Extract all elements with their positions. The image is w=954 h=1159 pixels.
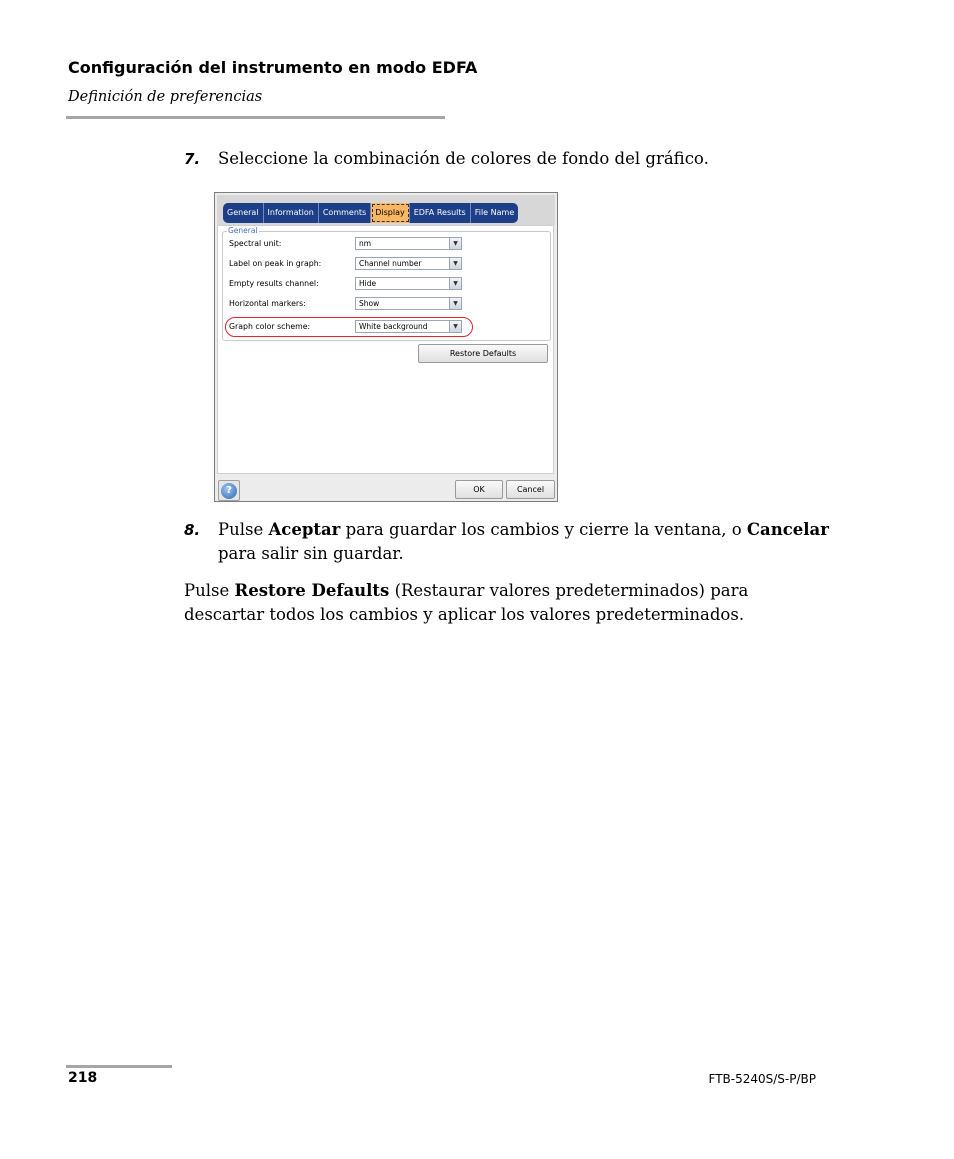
tab-edfa-results[interactable]: EDFA Results: [410, 203, 471, 223]
note-paragraph: [184, 579, 748, 627]
tab-bar: [217, 195, 555, 225]
label-on-peak-label: Label on peak in graph:: [229, 259, 322, 268]
step-7-text: Seleccione la combinación de colores de fondo del gráfico.: [218, 149, 709, 168]
tab-display[interactable]: Display: [371, 203, 410, 223]
empty-results-select[interactable]: [355, 277, 462, 290]
step-8-number: 8.: [184, 521, 201, 539]
note-post-1: (Restaurar valores predeterminados) para: [389, 581, 749, 600]
step-8-text: [218, 518, 829, 566]
label-on-peak-select[interactable]: [355, 257, 462, 270]
label-on-peak-value: Channel number: [359, 259, 422, 268]
tab-information[interactable]: Information: [264, 203, 319, 223]
spectral-unit-value: nm: [359, 239, 372, 248]
step-8-mid: para guardar los cambios y cierre la ventana, o: [340, 520, 747, 539]
restore-defaults-term: Restore Defaults: [234, 581, 390, 600]
tab-strip: [223, 203, 518, 223]
tab-comments[interactable]: Comments: [319, 203, 371, 223]
tab-file-name[interactable]: File Name: [474, 208, 515, 217]
horizontal-markers-value: Show: [359, 299, 380, 308]
accept-term: Aceptar: [268, 520, 341, 539]
tab-general[interactable]: General: [223, 203, 264, 223]
note-pre: Pulse: [184, 581, 235, 600]
display-panel: [217, 225, 554, 474]
product-name: FTB-5240S/S-P/BP: [708, 1072, 816, 1086]
section-title: Configuración del instrumento en modo EDFA: [68, 58, 478, 77]
restore-defaults-button[interactable]: Restore Defaults: [418, 344, 548, 363]
cancel-button[interactable]: Cancel: [506, 480, 555, 499]
horizontal-markers-select[interactable]: [355, 297, 462, 310]
chevron-down-icon[interactable]: ▼: [449, 258, 461, 269]
spectral-unit-label: Spectral unit:: [229, 239, 282, 248]
graph-color-scheme-value: White background: [359, 322, 428, 331]
graph-color-scheme-label: Graph color scheme:: [229, 322, 311, 331]
preferences-dialog: [214, 192, 558, 502]
help-icon[interactable]: ?: [221, 483, 237, 499]
footer-divider: [66, 1065, 172, 1068]
chevron-down-icon[interactable]: ▼: [449, 278, 461, 289]
general-group: [222, 226, 551, 341]
header-divider: [66, 116, 445, 119]
step-8-post: para salir sin guardar.: [218, 544, 404, 563]
chevron-down-icon[interactable]: ▼: [449, 238, 461, 249]
horizontal-markers-label: Horizontal markers:: [229, 299, 306, 308]
graph-color-scheme-select[interactable]: [355, 320, 462, 333]
page-number: 218: [68, 1070, 98, 1086]
empty-results-label: Empty results channel:: [229, 279, 319, 288]
ok-button[interactable]: OK: [455, 480, 503, 499]
section-subtitle: Definición de preferencias: [68, 89, 263, 105]
cancel-term: Cancelar: [746, 520, 829, 539]
empty-results-value: Hide: [359, 279, 377, 288]
step-8-pre: Pulse: [218, 520, 269, 539]
chevron-down-icon[interactable]: ▼: [449, 321, 461, 332]
note-post-2: descartar todos los cambios y aplicar los valores predeterminados.: [184, 605, 745, 624]
spectral-unit-select[interactable]: [355, 237, 462, 250]
group-label: General: [228, 226, 258, 235]
step-7-number: 7.: [184, 150, 201, 168]
chevron-down-icon[interactable]: ▼: [449, 298, 461, 309]
